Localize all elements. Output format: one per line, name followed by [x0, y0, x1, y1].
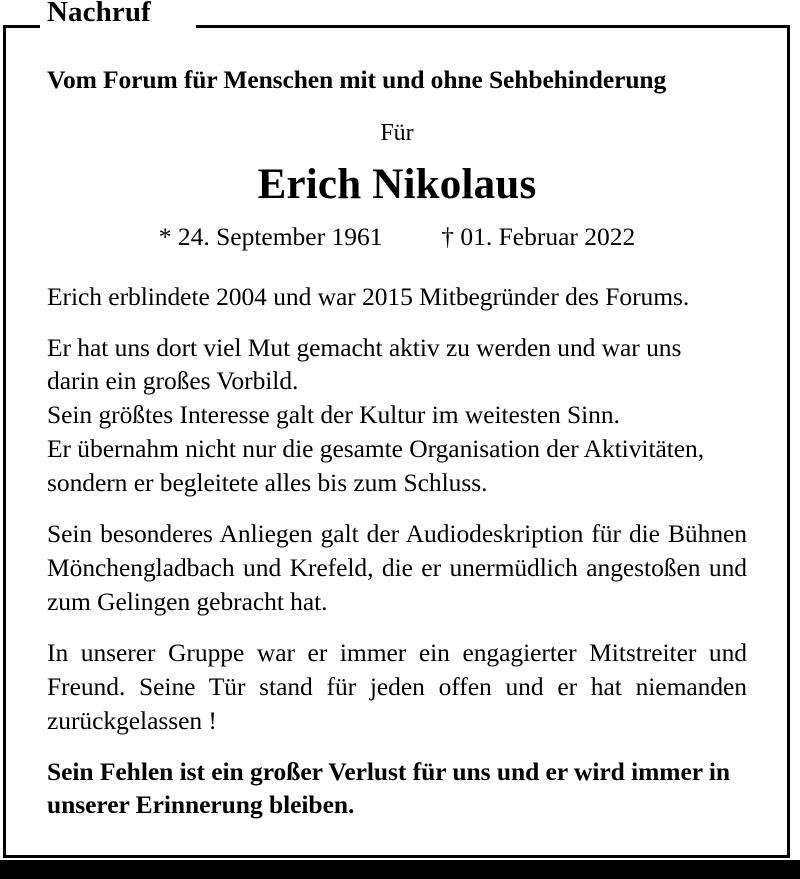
tribute-line-4: Er übernahm nicht nur die gesamte Organisation der Aktivitäten,	[47, 434, 705, 464]
life-dates	[47, 209, 747, 251]
top-rule-left-segment	[3, 25, 40, 28]
birth-symbol: *	[158, 222, 172, 252]
paragraph-tribute	[47, 314, 747, 501]
birth-date: 24. September 1961	[177, 222, 383, 252]
dedication-label: Für	[380, 120, 414, 147]
paragraph-friendship: In unserer Gruppe war er immer ein engagierter Mitstreiter und Freund. Seine Tür stand für jeden offen und er hat niemanden zurückgelassen !	[47, 637, 747, 735]
deceased-name: Erich Nikolaus	[257, 160, 537, 208]
notice-kicker: Nachruf	[47, 0, 155, 27]
paragraph-audiodescription: Sein besonderes Anliegen galt der Audiodeskription für die Bühnen Mönchengladbach und Krefeld, die er unermüdlich angestoßen und zum Gelingen gebracht hat.	[47, 519, 747, 616]
tribute-line-3: Sein größtes Interesse galt der Kultur im weitesten Sinn.	[47, 400, 620, 430]
notice-content	[47, 25, 747, 822]
tribute-line-1: Er hat uns dort viel Mut gemacht aktiv zu werden und war uns	[47, 332, 682, 362]
paragraph-intro: Erich erblindete 2004 und war 2015 Mitbegründer des Forums.	[47, 281, 690, 311]
organization-line: Vom Forum für Menschen mit und ohne Sehbehinderung	[47, 65, 667, 94]
death-date: 01. Februar 2022	[460, 222, 636, 252]
tribute-line-5: sondern er begleitete alles bis zum Schluss.	[47, 468, 488, 498]
bottom-rule-bar	[0, 860, 800, 879]
death-symbol: †	[441, 222, 454, 252]
paragraph-closing: Sein Fehlen ist ein großer Verlust für uns und er wird immer in unserer Erinnerung bleiben.	[47, 756, 731, 820]
tribute-line-2: darin ein großes Vorbild.	[47, 366, 299, 396]
